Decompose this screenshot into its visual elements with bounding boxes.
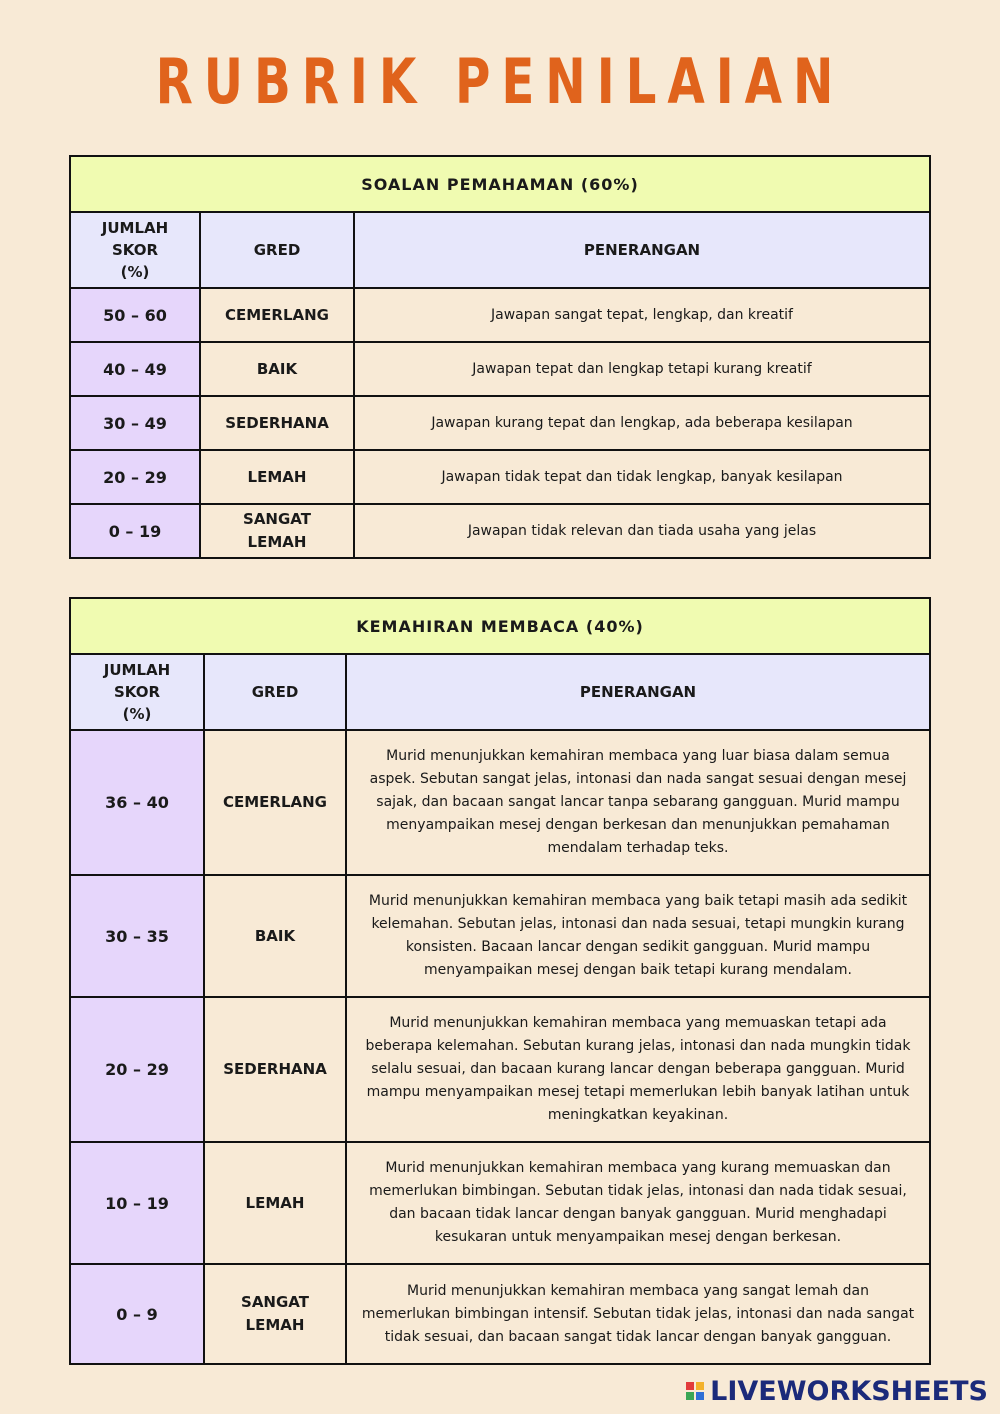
reading-skill-rubric-table — [69, 597, 931, 1365]
table-heading: KEMAHIRAN MEMBACA (40%) — [70, 598, 930, 654]
score-cell: 20 – 29 — [70, 450, 200, 504]
column-header-score: JUMLAH SKOR (%) — [70, 654, 204, 730]
column-header-description: PENERANGAN — [354, 212, 930, 288]
score-cell: 10 – 19 — [70, 1142, 204, 1264]
page-title: RUBRIK PENILAIAN — [155, 45, 845, 118]
grade-cell: BAIK — [200, 342, 354, 396]
score-cell: 0 – 19 — [70, 504, 200, 558]
table-row — [70, 1142, 930, 1264]
description-cell: Jawapan sangat tepat, lengkap, dan kreatif — [354, 288, 930, 342]
table-row — [70, 730, 930, 875]
description-cell: Jawapan tidak tepat dan tidak lengkap, banyak kesilapan — [354, 450, 930, 504]
column-header-grade: GRED — [204, 654, 346, 730]
table-heading: SOALAN PEMAHAMAN (60%) — [70, 156, 930, 212]
description-cell: Murid menunjukkan kemahiran membaca yang memuaskan tetapi ada beberapa kelemahan. Sebutan kurang jelas, intonasi dan nada mungkin tidak selalu sesuai, dan bacaan kurang lancar dengan beberapa gangguan. Murid mampu menyampaikan mesej tetapi memerlukan lebih banyak latihan untuk meningkatkan keyakinan. — [346, 997, 930, 1142]
score-cell: 20 – 29 — [70, 997, 204, 1142]
logo-text: LIVEWORKSHEETS — [710, 1375, 988, 1407]
score-cell: 36 – 40 — [70, 730, 204, 875]
logo-square — [686, 1392, 694, 1400]
description-cell: Jawapan tepat dan lengkap tetapi kurang kreatif — [354, 342, 930, 396]
grade-cell: LEMAH — [204, 1142, 346, 1264]
logo-mark-icon — [686, 1382, 704, 1400]
table-row — [70, 1264, 930, 1364]
score-cell: 30 – 35 — [70, 875, 204, 997]
table-row — [70, 997, 930, 1142]
description-cell: Murid menunjukkan kemahiran membaca yang kurang memuaskan dan memerlukan bimbingan. Sebutan tidak jelas, intonasi dan nada tidak sesuai, dan bacaan tidak lancar dengan banyak gangguan. Murid menghadapi kesukaran untuk menyampaikan mesej dengan berkesan. — [346, 1142, 930, 1264]
grade-cell: SEDERHANA — [204, 997, 346, 1142]
table-row — [70, 504, 930, 558]
liveworksheets-logo[interactable] — [686, 1374, 988, 1408]
grade-cell: CEMERLANG — [204, 730, 346, 875]
logo-square — [686, 1382, 694, 1390]
table-row — [70, 342, 930, 396]
table-row — [70, 396, 930, 450]
table-row — [70, 450, 930, 504]
column-header-grade: GRED — [200, 212, 354, 288]
description-cell: Murid menunjukkan kemahiran membaca yang sangat lemah dan memerlukan bimbingan intensif. Sebutan tidak jelas, intonasi dan nada sangat tidak sesuai, dan bacaan sangat tidak lancar dengan banyak gangguan. — [346, 1264, 930, 1364]
score-cell: 50 – 60 — [70, 288, 200, 342]
table-row — [70, 288, 930, 342]
comprehension-rubric-table — [69, 155, 931, 559]
grade-cell: LEMAH — [200, 450, 354, 504]
score-cell: 30 – 49 — [70, 396, 200, 450]
column-header-description: PENERANGAN — [346, 654, 930, 730]
description-cell: Murid menunjukkan kemahiran membaca yang baik tetapi masih ada sedikit kelemahan. Sebutan jelas, intonasi dan nada sesuai, tetapi mungkin kurang konsisten. Bacaan lancar dengan sedikit gangguan. Murid mampu menyampaikan mesej dengan baik tetapi kurang mendalam. — [346, 875, 930, 997]
description-cell: Jawapan tidak relevan dan tiada usaha yang jelas — [354, 504, 930, 558]
logo-square — [696, 1382, 704, 1390]
column-header-score: JUMLAH SKOR (%) — [70, 212, 200, 288]
grade-cell: SANGAT LEMAH — [204, 1264, 346, 1364]
grade-cell: BAIK — [204, 875, 346, 997]
description-cell: Jawapan kurang tepat dan lengkap, ada beberapa kesilapan — [354, 396, 930, 450]
grade-cell: CEMERLANG — [200, 288, 354, 342]
grade-cell: SEDERHANA — [200, 396, 354, 450]
logo-square — [696, 1392, 704, 1400]
score-cell: 0 – 9 — [70, 1264, 204, 1364]
score-cell: 40 – 49 — [70, 342, 200, 396]
table-row — [70, 875, 930, 997]
grade-cell: SANGAT LEMAH — [200, 504, 354, 558]
description-cell: Murid menunjukkan kemahiran membaca yang luar biasa dalam semua aspek. Sebutan sangat jelas, intonasi dan nada sangat sesuai dengan mesej sajak, dan bacaan sangat lancar tanpa sebarang gangguan. Murid mampu menyampaikan mesej dengan berkesan dan menunjukkan pemahaman mendalam terhadap teks. — [346, 730, 930, 875]
